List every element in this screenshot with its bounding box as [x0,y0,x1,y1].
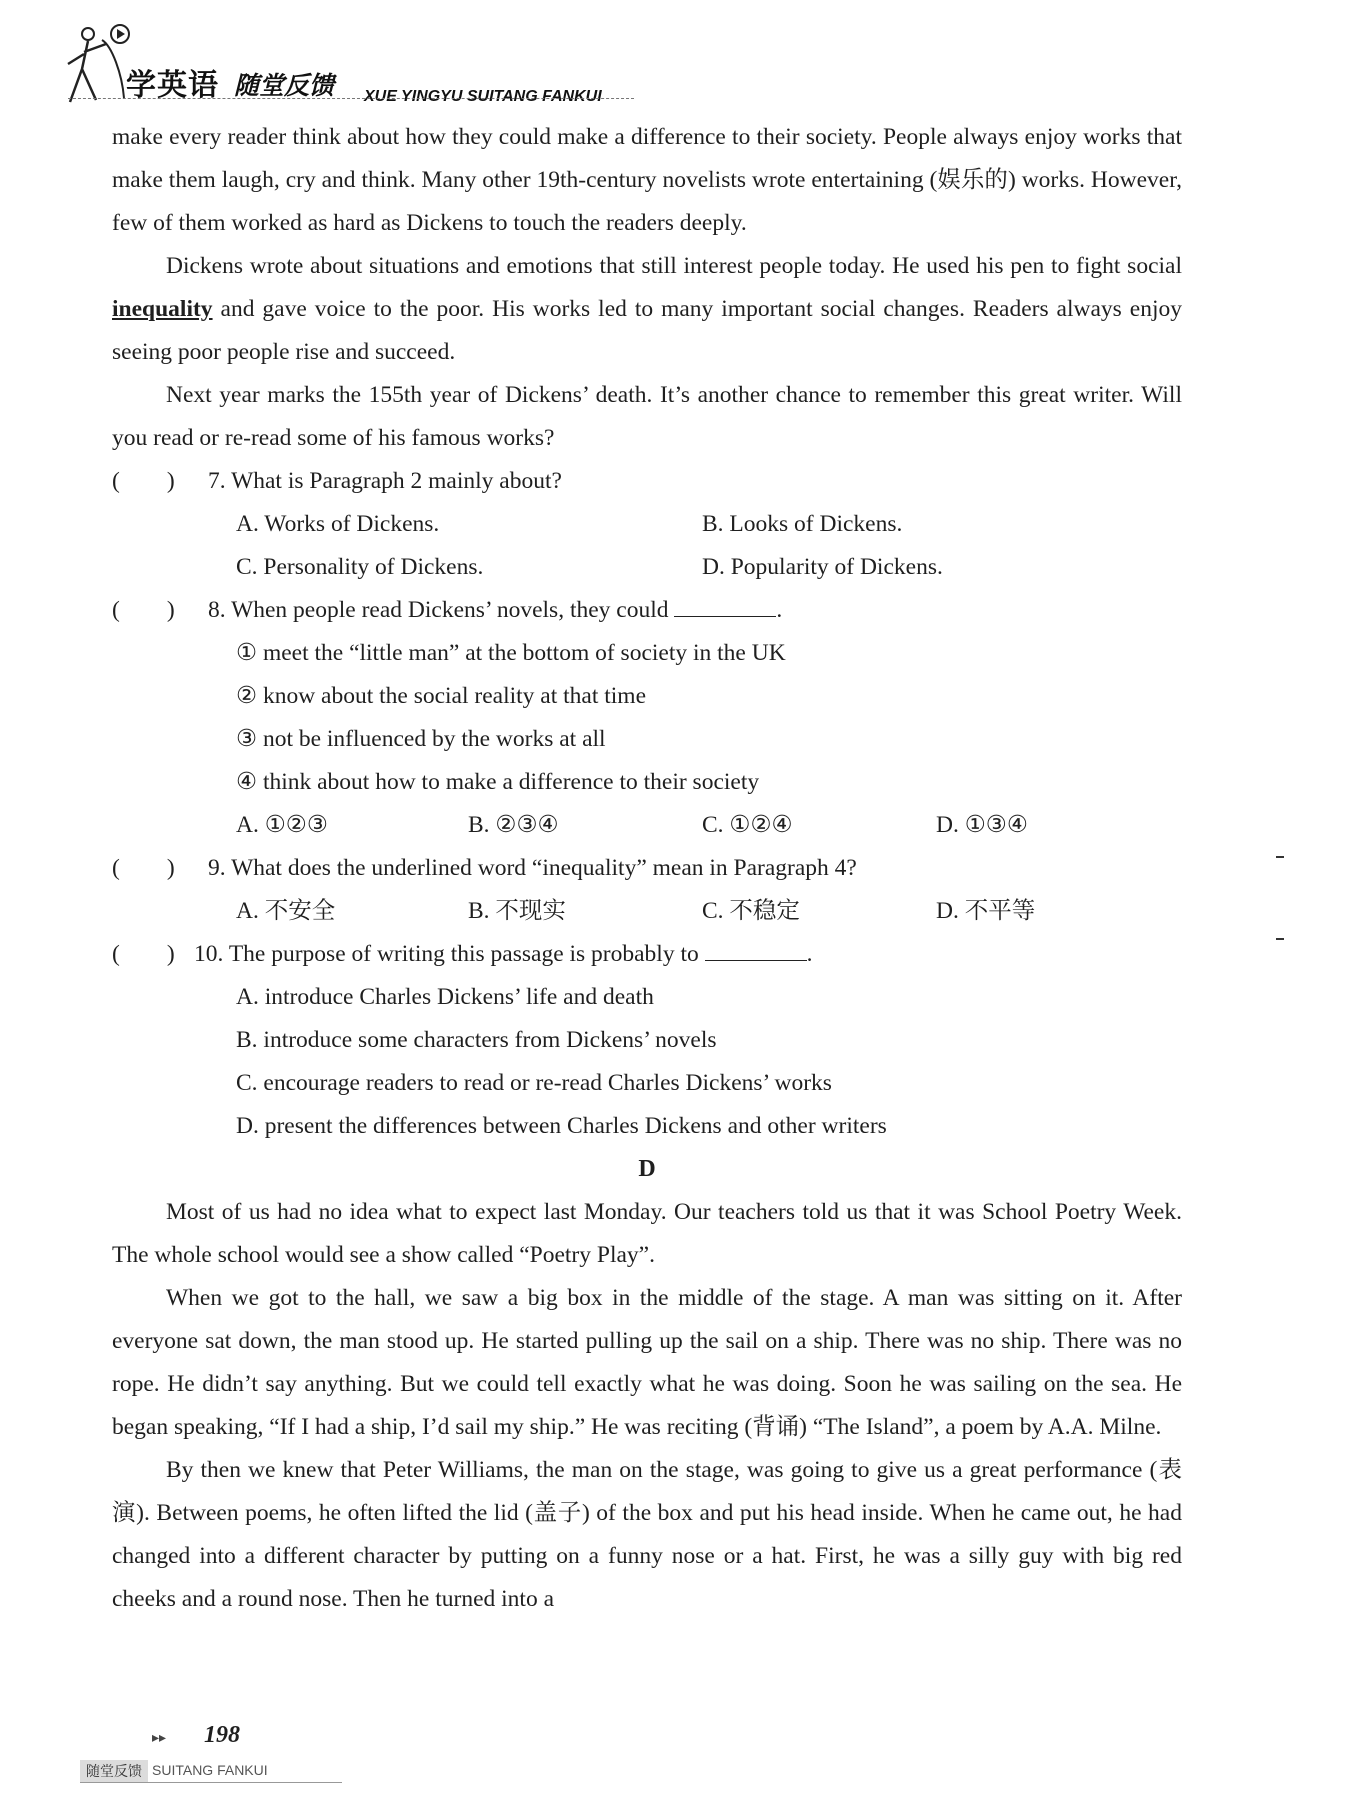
statement-item: ② know about the social reality at that time [236,683,647,709]
logo-script: 随堂反馈 [234,71,335,100]
answer-paren[interactable]: ( ) [112,468,175,494]
question-7-options-row-2 [112,546,1182,589]
passage-d-paragraph-1: Most of us had no idea what to expect last Monday. Our teachers told us that it was School Poetry Week. The whole school would see a show called “Poetry Play”. [112,1199,1182,1268]
option-a[interactable]: A. 不安全 [236,898,336,924]
option-c[interactable]: C. ①②④ [702,812,793,838]
statement-item: ④ think about how to make a difference to their society [236,769,760,795]
passage-c-paragraph-4 [112,245,1182,374]
section-heading: D [638,1156,656,1182]
question-8-options [112,804,1182,847]
option-d[interactable]: D. ①③④ [936,812,1028,838]
margin-mark [1276,938,1284,940]
question-9 [112,847,1182,890]
p4-before: Dickens wrote about situations and emotions that still interest people today. He used his pen to fight social [166,253,1182,279]
passage-d-paragraph-2: When we got to the hall, we saw a big box in the middle of the stage. A man was sitting on it. After everyone sat down, the man stood up. He started pulling up the sail on a ship. There was no ship. There was no rope. He didn’t say anything. But we could tell exactly what he was doing. Soon he was sailing on the sea. He began speaking, “If I had a ship, I’d sail my ship.” He was reciting (背诵) “The Island”, a poem by A.A. Milne. [112,1285,1182,1440]
question-10: ( ) 10. The purpose of writing this passage is probably to . [112,933,1182,976]
answer-paren[interactable]: ( ) [112,597,175,623]
option-a[interactable]: A. ①②③ [236,812,328,838]
option-c[interactable]: C. Personality of Dickens. [236,554,484,580]
option-b[interactable]: B. 不现实 [468,898,566,924]
question-stem: 9. What does the underlined word “inequality” mean in Paragraph 4? [208,855,857,881]
answer-blank[interactable] [705,938,807,961]
passage-c-paragraph-5: Next year marks the 155th year of Dickens’ death. It’s another chance to remember this great writer. Will you read or re-read some of his famous works? [112,382,1182,451]
page-header [62,14,642,106]
question-7 [112,460,1182,503]
option-b[interactable]: B. Looks of Dickens. [702,511,903,537]
passage-c-paragraph-3-cont: make every reader think about how they could make a difference to their society. People always enjoy works that make them laugh, cry and think. Many other 19th-century novelists wrote entertaining (娱乐的) works. However, few of them worked as hard as Dickens to touch the readers deeply. [112,124,1182,236]
reader-logo-icon [62,14,132,106]
page-number: 198 [204,1722,240,1748]
arrow-icon: ▸▸ [152,1730,167,1746]
underlined-word: inequality [112,296,213,322]
answer-paren[interactable]: ( ) [112,941,175,967]
question-7-options-row-1 [112,503,1182,546]
passage-d-paragraph-3: By then we knew that Peter Williams, the man on the stage, was going to give us a great performance (表演). Between poems, he often lifted the lid (盖子) of the box and put his head inside. When he came out, he had changed into a different character by putting on a funny nose or a hat. First, he was a silly guy with big red cheeks and a round nose. Then he turned into a [112,1457,1182,1612]
page-footer [76,1722,296,1792]
option-b[interactable]: B. ②③④ [468,812,559,838]
question-8: ( ) 8. When people read Dickens’ novels, they could . [112,589,1182,632]
answer-blank[interactable] [674,594,776,617]
answer-paren[interactable]: ( ) [112,855,175,881]
statement-item: ③ not be influenced by the works at all [236,726,606,752]
question-stem: 10. The purpose of writing this passage is probably to [194,941,699,967]
option-b[interactable]: B. introduce some characters from Dickens’ novels [236,1027,717,1053]
p4-after: and gave voice to the poor. His works led to many important social changes. Readers always enjoy seeing poor people rise and succeed. [112,296,1182,365]
option-c[interactable]: C. 不稳定 [702,898,800,924]
logo-chinese: 学英语 [126,68,219,103]
option-d[interactable]: D. 不平等 [936,898,1036,924]
question-stem: 8. When people read Dickens’ novels, they could [208,597,669,623]
option-d[interactable]: D. Popularity of Dickens. [702,554,943,580]
logo-pinyin: XUE YINGYU SUITANG FANKUI [364,88,602,105]
question-9-options [112,890,1182,933]
footer-label-en: SUITANG FANKUI [152,1762,268,1778]
statement-item: ① meet the “little man” at the bottom of society in the UK [236,640,786,666]
option-d[interactable]: D. present the differences between Charles Dickens and other writers [236,1113,887,1139]
footer-divider [80,1782,342,1783]
margin-mark [1276,856,1284,858]
option-a[interactable]: A. introduce Charles Dickens’ life and death [236,984,654,1010]
option-a[interactable]: A. Works of Dickens. [236,511,440,537]
question-stem: 7. What is Paragraph 2 mainly about? [208,468,562,494]
page-content [112,116,1182,1621]
footer-label-cn: 随堂反馈 [80,1760,148,1782]
option-c[interactable]: C. encourage readers to read or re-read Charles Dickens’ works [236,1070,832,1096]
header-divider [68,98,634,99]
